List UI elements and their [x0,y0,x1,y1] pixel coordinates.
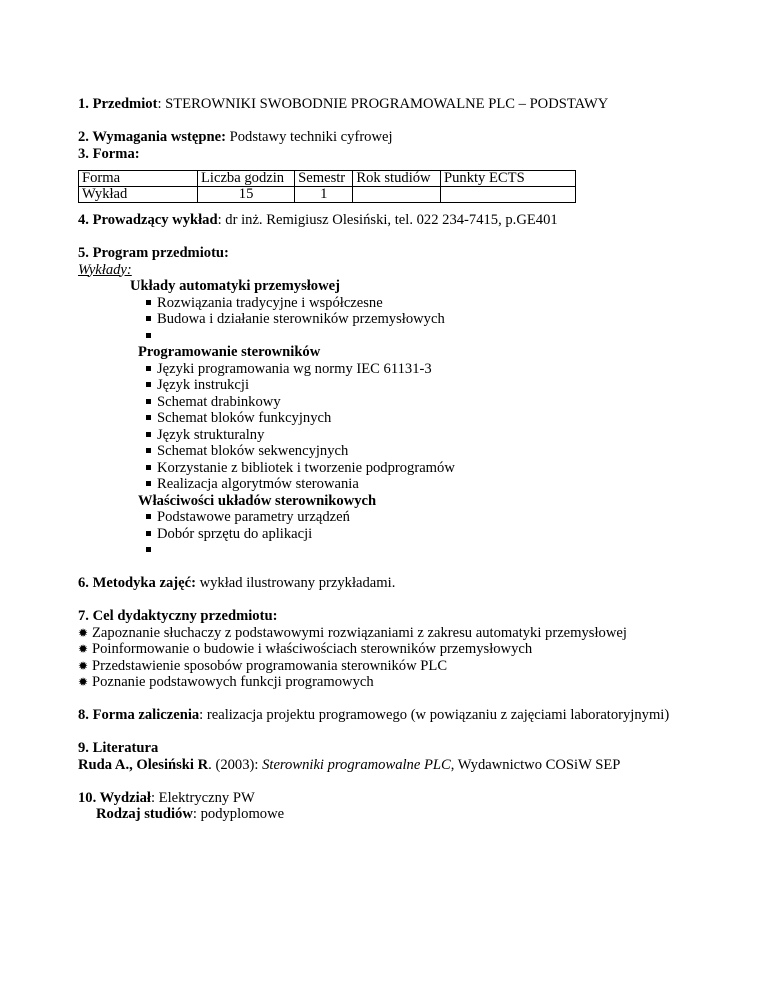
program-group-list [78,295,718,345]
study-type: Rodzaj studiów: podyplomowe [96,806,285,822]
section-subject: 1. Przedmiot: STEROWNIKI SWOBODNIE PROGRAMOWALNE PLC – PODSTAWY [78,96,609,112]
table-cell: Wykład [79,187,198,203]
star-bullet-icon: ✹ [78,642,89,656]
table-cell: 1 [295,187,353,203]
program-group-list [78,509,718,559]
list-item [146,328,718,345]
table-header-cell: Forma [79,171,198,187]
list-item: Budowa i działanie sterowników przemysłowych [146,311,718,328]
program-group-title: Układy automatyki przemysłowej [130,278,340,294]
list-item: Dobór sprzętu do aplikacji [146,526,718,543]
table-header-row [79,171,576,187]
section-goals: 7. Cel dydaktyczny przedmiotu: [78,608,278,624]
list-item: Korzystanie z bibliotek i tworzenie podprogramów [146,460,718,477]
list-item [146,542,718,559]
list-item: Realizacja algorytmów sterowania [146,476,718,493]
list-item: Język strukturalny [146,427,718,444]
table-header-cell: Rok studiów [353,171,441,187]
list-item: Schemat bloków sekwencyjnych [146,443,718,460]
list-item: Języki programowania wg normy IEC 61131-3 [146,361,718,378]
section-lecturer: 4. Prowadzący wykład: dr inż. Remigiusz Olesiński, tel. 022 234-7415, p.GE401 [78,212,558,228]
table-row [79,187,576,203]
table-header-cell: Liczba godzin [198,171,295,187]
list-item: ✹ Poinformowanie o budowie i właściwościach sterowników przemysłowych [78,641,533,657]
program-group-title: Programowanie sterowników [138,344,321,360]
list-item: ✹ Poznanie podstawowych funkcji programowych [78,674,374,690]
table-header-cell: Punkty ECTS [441,171,576,187]
section-methodology: 6. Metodyka zajęć: wykład ilustrowany przykładami. [78,575,396,591]
list-item: ✹ Przedstawienie sposobów programowania sterowników PLC [78,657,448,674]
list-item: Schemat drabinkowy [146,394,718,411]
section-form: 3. Forma: [78,145,140,162]
literature-entry: Ruda A., Olesiński R. (2003): Sterowniki programowalne PLC, Wydawnictwo COSiW SEP [78,756,621,773]
section-prerequisites: 2. Wymagania wstępne: Podstawy techniki cyfrowej [78,129,393,145]
table-cell: 15 [198,187,295,203]
star-bullet-icon: ✹ [78,658,89,673]
table-cell [441,187,576,203]
list-item: Schemat bloków funkcyjnych [146,410,718,427]
section-program: 5. Program przedmiotu: [78,245,229,261]
list-item: Podstawowe parametry urządzeń [146,509,718,526]
section-faculty: 10. Wydział: Elektryczny PW [78,789,255,806]
section-literature: 9. Literatura [78,740,159,756]
list-item: Rozwiązania tradycyjne i współczesne [146,295,718,312]
star-bullet-icon: ✹ [78,625,89,640]
form-table [78,170,576,203]
table-cell [353,187,441,203]
program-group-title: Właściwości układów sterownikowych [138,492,377,509]
program-sublabel: Wykłady: [78,261,132,278]
section-assessment: 8. Forma zaliczenia: realizacja projektu programowego (w powiązaniu z zajęciami laboratoryjnymi) [78,707,670,723]
goals-list [78,625,718,691]
table-header-cell: Semestr [295,171,353,187]
list-item: Język instrukcji [146,377,718,394]
star-bullet-icon: ✹ [78,675,89,689]
program-group-list [78,361,718,493]
document-page [78,96,718,823]
list-item: ✹ Zapoznanie słuchaczy z podstawowymi rozwiązaniami z zakresu automatyki przemysłowej [78,624,627,641]
